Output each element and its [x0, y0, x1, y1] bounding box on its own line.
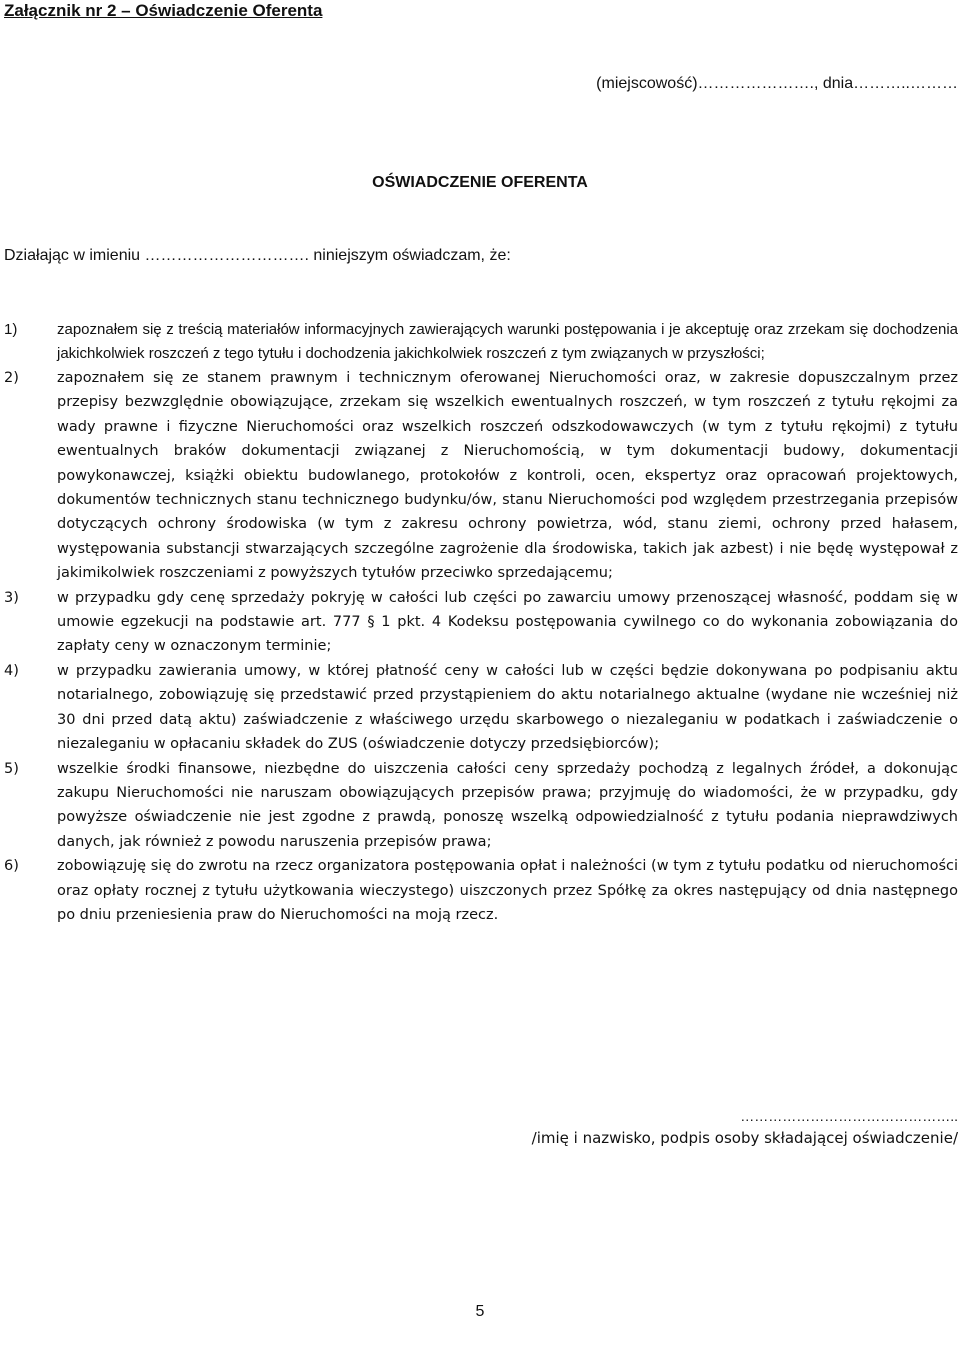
declaration-item-6 [4, 854, 958, 927]
item-text: w przypadku zawierania umowy, w której płatność ceny w całości lub w części będzie dokonywana po podpisaniu aktu notarialnego, zobowiązuję się przedstawić przed przystąpieniem do aktu notarialnego aktualne (wydane nie wcześniej niż 30 dni przed datą aktu) zaświadczenie z właściwego urzędu skarbowego o niezaleganiu w podatkach i zaświadczenie o niezaleganiu w opłacaniu składek do ZUS (oświadczenie dotyczy przedsiębiorców); [57, 662, 958, 753]
acting-on-behalf-line: Działając w imieniu …………………………. niniejszym oświadczam, że: [4, 247, 511, 264]
item-number: 6) [4, 858, 19, 875]
attachment-heading: Załącznik nr 2 – Oświadczenie Oferenta [4, 1, 323, 20]
item-text: zapoznałem się z treścią materiałów informacyjnych zawierających warunki postępowania i je akceptuję oraz zrzekam się dochodzenia jakichkolwiek roszczeń z tego tytułu i dochodzenia jakichkolwiek roszczeń z tym związanych w przyszłości; [57, 321, 958, 362]
document-title: OŚWIADCZENIE OFERENTA [372, 174, 588, 191]
item-text: wszelkie środki finansowe, niezbędne do uiszczenia całości ceny sprzedaży pochodzą z legalnych źródeł, a dokonując zakupu Nieruchomości nie naruszam obowiązujących przepisów prawa; przyjmuję do wiadomości, że w przypadku, gdy powyższe oświadczenie nie jest zgodne z prawdą, ponoszę wszelką odpowiedzialność z tytułu podania nieprawdziwych danych, jak również z powodu naruszenia przepisów prawa; [57, 760, 958, 850]
item-number: 2) [4, 370, 19, 386]
declaration-item-4 [4, 659, 958, 757]
page-number: 5 [475, 1303, 485, 1320]
declaration-item-2 [4, 366, 958, 586]
item-number: 5) [4, 760, 19, 777]
signature-caption: /imię i nazwisko, podpis osoby składającej oświadczenie/ [531, 1129, 958, 1147]
item-number: 3) [4, 589, 19, 606]
signature-line: ……………………………………….. [740, 1108, 958, 1124]
declaration-item-1 [4, 318, 958, 366]
item-number: 4) [4, 662, 19, 679]
item-text: zapoznałem się ze stanem prawnym i technicznym oferowanej Nieruchomości oraz, w zakresie dopuszczalnym przez przepisy bezwzględnie obowiązujące, zrzekam się wszelkich ewentualnych roszczeń, w tym roszczeń z tytułu rękojmi za wady prawne i fizyczne Nieruchomości oraz wszelkich roszczeń odszkodowawczych (w tym z tytułu rękojmi) z tytułu ewentualnych braków dokumentacji związanej z Nieruchomością, w tym dokumentacji budowy, dokumentacji powykonawczej, książki obiektu budowlanego, protokołów z kontroli, ocen, ekspertyz oraz opracowań projektowych, dokumentów technicznych stanu technicznego budynku/ów, stanu Nieruchomości pod względem przestrzegania przepisów dotyczących ochrony środowiska (w tym z zakresu ochrony powietrza, wód, stanu ziemi, ochrony przed hałasem, występowania substancji stwarzających szczególne zagrożenie dla środowiska, takich jak azbest) i nie będę występował z jakimikolwiek roszczeniami z powyższych tytułów przeciwko sprzedającemu; [57, 370, 958, 582]
declaration-item-5 [4, 757, 958, 855]
item-text: zobowiązuję się do zwrotu na rzecz organizatora postępowania opłat i należności (w tym z tytułu podatku od nieruchomości oraz opłaty rocznej z tytułu użytkowania wieczystego) uiszczonych przez Spółkę za okres następujący od dnia następnego po dniu przeniesienia praw do Nieruchomości na moją rzecz. [57, 858, 958, 923]
signature-block [532, 1108, 958, 1150]
declaration-item-3 [4, 586, 958, 659]
place-and-date-line: (miejscowość)…………………., dnia………..……… [596, 75, 958, 92]
item-text: w przypadku gdy cenę sprzedaży pokryję w całości lub części po zawarciu umowy przenoszącej własność, poddam się w umowie egzekucji na podstawie art. 777 § 1 pkt. 4 Kodeksu postępowania cywilnego co do wykonania zobowiązania do zapłaty ceny w oznaczonym terminie; [57, 589, 958, 655]
declaration-list [4, 318, 958, 927]
item-number: 1) [4, 321, 18, 338]
